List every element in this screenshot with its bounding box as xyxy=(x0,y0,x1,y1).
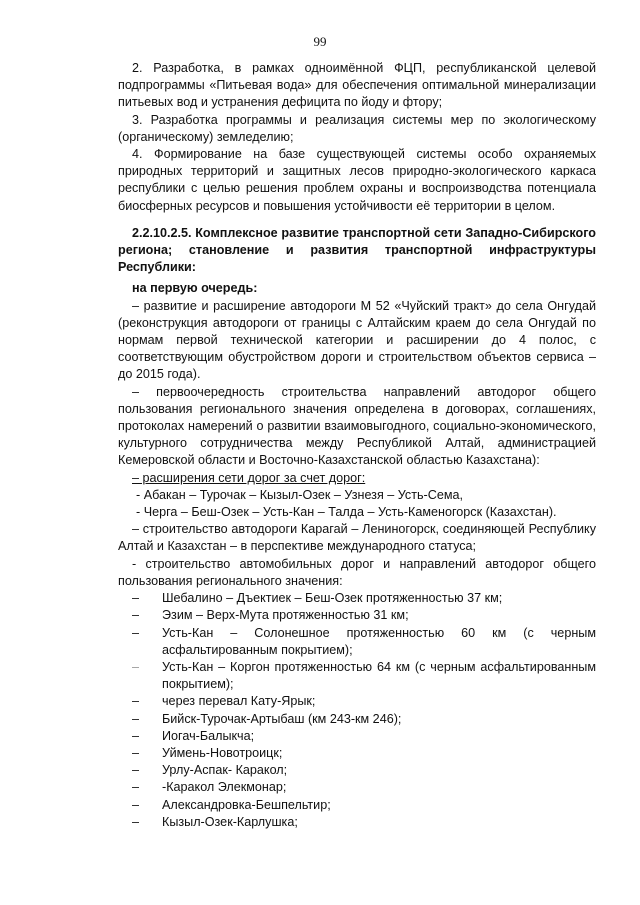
list-dash: – xyxy=(132,814,140,829)
list-dash: – xyxy=(132,728,140,743)
roads-list xyxy=(118,590,596,831)
list-item-text: Уймень-Новотроицк; xyxy=(162,745,283,760)
list-item xyxy=(118,625,596,659)
list-item xyxy=(118,728,596,745)
body-paragraph-karagai: – строительство автодороги Карагай – Лениногорск, соединяющей Республику Алтай и Казахстан – в перспективе международного статуса; xyxy=(118,522,596,554)
route-cherga: - Черга – Беш-Озек – Усть-Кан – Талда – Усть-Каменогорск (Казахстан). xyxy=(136,505,557,520)
list-item xyxy=(118,814,596,831)
list-dash: – xyxy=(132,608,140,623)
list-item xyxy=(118,659,596,693)
paragraph-3: 3. Разработка программы и реализация системы мер по экологическому (органическому) земледелию; xyxy=(118,112,596,144)
list-item xyxy=(118,745,596,762)
route-abakan: - Абакан – Турочак – Кызыл-Озек – Узнезя – Усть-Сема, xyxy=(136,487,463,502)
list-item-text: Кызыл-Озек-Карлушка; xyxy=(162,814,298,829)
page-number: 99 xyxy=(313,34,327,49)
body-paragraph-regional-roads: - строительство автомобильных дорог и направлений автодорог общего пользования регионального значения: xyxy=(118,556,596,588)
body-paragraph-chuy-tract: – развитие и расширение автодороги М 52 «Чуйский тракт» до села Онгудай (реконструкция автодороги от границы с Алтайским краем до села Онгудай по нормам первой технической категории и расширении до 4 полос, с соответствующим обустройством дороги и строительством объектов сервиса – до 2015 года). xyxy=(118,298,596,382)
list-item xyxy=(118,607,596,624)
list-dash: – xyxy=(132,591,140,606)
first-priority-label: на первую очередь: xyxy=(132,281,258,296)
list-item-text: Усть-Кан – Солонешное протяженностью 60 км (с черным асфальтированным покрытием); xyxy=(162,625,596,657)
list-item-text: через перевал Кату-Ярык; xyxy=(162,694,316,709)
list-item-text: Бийск-Турочак-Артыбаш (км 243-км 246); xyxy=(162,711,402,726)
list-dash: – xyxy=(132,763,140,778)
list-item-text: Александровка-Бешпельтир; xyxy=(162,797,331,812)
list-dash: – xyxy=(132,625,140,640)
list-item-text: Иогач-Балыкча; xyxy=(162,728,255,743)
list-dash: – xyxy=(132,711,140,726)
list-dash: – xyxy=(132,659,140,674)
list-item xyxy=(118,590,596,607)
list-dash: – xyxy=(132,797,140,812)
list-dash: – xyxy=(132,694,140,709)
body-paragraph-priority: – первоочередность строительства направлений автодорог общего пользования регионального значения определена в договорах, соглашениях, протоколах намерений о развитии взаимовыгодного, социально-экономического, культурного сотрудничества между Республикой Алтай, администрацией Кемеровской области и Восточно-Казахстанской областью Казахстана): xyxy=(118,384,596,468)
list-item-text: -Каракол Элекмонар; xyxy=(162,780,287,795)
list-item xyxy=(118,797,596,814)
section-heading: 2.2.10.2.5. Комплексное развитие транспортной сети Западно-Сибирского региона; становление и развития транспортной инфраструктуры Республики: xyxy=(118,225,596,275)
list-dash: – xyxy=(132,780,140,795)
list-item-text: Усть-Кан – Коргон протяженностью 64 км (с черным асфальтированным покрытием); xyxy=(162,659,596,692)
list-item xyxy=(118,779,596,796)
paragraph-2: 2. Разработка, в рамках одноимённой ФЦП, республиканской целевой подпрограммы «Питьевая вода» для обеспечения оптимальной минерализации питьевых вод и устранения дефицита по йоду и фтору; xyxy=(118,61,596,110)
paragraph-4: 4. Формирование на базе существующей системы особо охраняемых природных территорий и защитных лесов природно-экологического каркаса республики с целью решения проблем охраны и воспроизводства потенциала биосферных ресурсов и повышения устойчивости её территории в целом. xyxy=(118,147,596,213)
list-item-text: Шебалино – Дъектиек – Беш-Озек протяженностью 37 км; xyxy=(162,591,503,606)
list-item-text: Урлу-Аспак- Каракол; xyxy=(162,763,288,778)
list-item xyxy=(118,711,596,728)
list-dash: – xyxy=(132,745,140,760)
road-network-expansion-label: – расширения сети дорог за счет дорог: xyxy=(132,470,366,485)
list-item xyxy=(118,762,596,779)
document-body xyxy=(118,60,596,831)
list-item-text: Эзим – Верх-Мута протяженностью 31 км; xyxy=(162,608,409,623)
list-item xyxy=(118,693,596,710)
